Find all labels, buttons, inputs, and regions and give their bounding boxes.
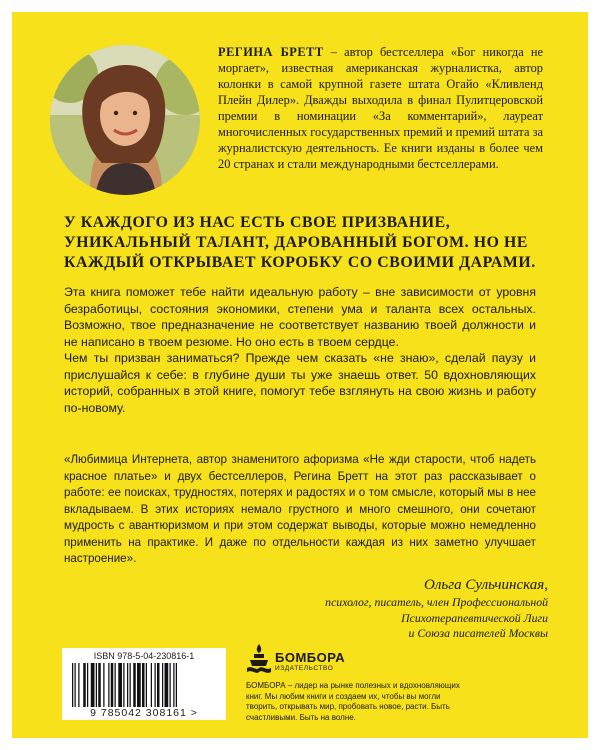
book-description: [64, 284, 536, 416]
publisher-logo-name: БОМБОРА: [275, 650, 346, 665]
review-signature: [325, 576, 548, 642]
author-bio-text: – автор бестселлера «Бог никогда не моргает», известная американская журналистка, автор колонки в самой крупной газете штата Огайо «Кливленд Плейн Дилер». Дважды выходила в финал Пулитцеровской премии в номинации «За комментарий», лауреат многочисленных государственных премий и премий штата за журналистскую деятельность. Ее книги изданы в более чем 20 странах и стали международными бестселлерами.: [218, 45, 544, 171]
publisher-logo-sub: ИЗДАТЕЛЬСТВО: [275, 665, 334, 672]
reviewer-role-line: Психотерапевтической Лиги: [401, 610, 548, 625]
barcode-block: [62, 648, 226, 720]
author-photo: [50, 45, 200, 195]
review-quote: «Любимица Интернета, автор знаменитого афоризма «Не жди старости, чтоб надеть красное платье» и двух бестселлеров, Регина Бретт на этот раз рассказывает о работе: ее поисках, трудностях, потерях и радостях и о том смысле, который мы в нее вкладываем. В этих историях немало грустного и много смешного, они сочетают мудрость с авантюризмом и при этом содержат выводы, которые можно немедленно применить на практике. И даже по отдельности каждая из них заметно улучшает настроение».: [64, 453, 536, 565]
barcode-digits: 9 785042 308161 >: [90, 707, 198, 719]
reviewer-role-line: и Союза писателей Москвы: [408, 626, 548, 640]
description-paragraph-1: Эта книга поможет тебе найти идеальную работу – вне зависимости от уровня безработицы, состояния экономики, степени ума и таланта всех остальных. Возможно, твое предназначение не соответствует названию твоей должности и не написано в твоем резюме. Но оно есть в твоем сердце.: [64, 285, 536, 349]
description-paragraph-2: Чем ты призван заниматься? Прежде чем сказать «не знаю», сделай паузу и прислушайся к себе: в глубине души ты уже знаешь ответ. 50 вдохновляющих историй, собранных в этой книге, помогут тебе взглянуть на свою жизнь и работу по-новому.: [64, 351, 536, 415]
author-bio: [218, 44, 543, 172]
reviewer-role-line: психолог, писатель, член Профессиональной: [325, 595, 548, 609]
publisher-logo: [275, 651, 345, 672]
cover-headline: У КАЖДОГО ИЗ НАС ЕСТЬ СВОЕ ПРИЗВАНИЕ, УНИКАЛЬНЫЙ ТАЛАНТ, ДАРОВАННЫЙ БОГОМ. НО НЕ КАЖДЫЙ ОТКРЫВАЕТ КОРОБКУ СО СВОИМИ ДАРАМИ.: [64, 214, 536, 271]
publisher-description: БОМБОРА – лидер на рынке полезных и вдохновляющих книг. Мы любим книги и создаем их, чтобы вы могли творить, открывать мир, пробовать новое, расти. Быть счастливыми. Быть на волне.: [246, 681, 460, 722]
barcode-icon: [72, 663, 216, 707]
bombora-logo-icon: [246, 642, 272, 676]
isbn-label: ISBN 978-5-04-230816-1: [93, 651, 195, 661]
author-name: РЕГИНА БРЕТТ: [218, 45, 324, 59]
reviewer-name: Ольга Сульчинская,: [424, 577, 548, 593]
